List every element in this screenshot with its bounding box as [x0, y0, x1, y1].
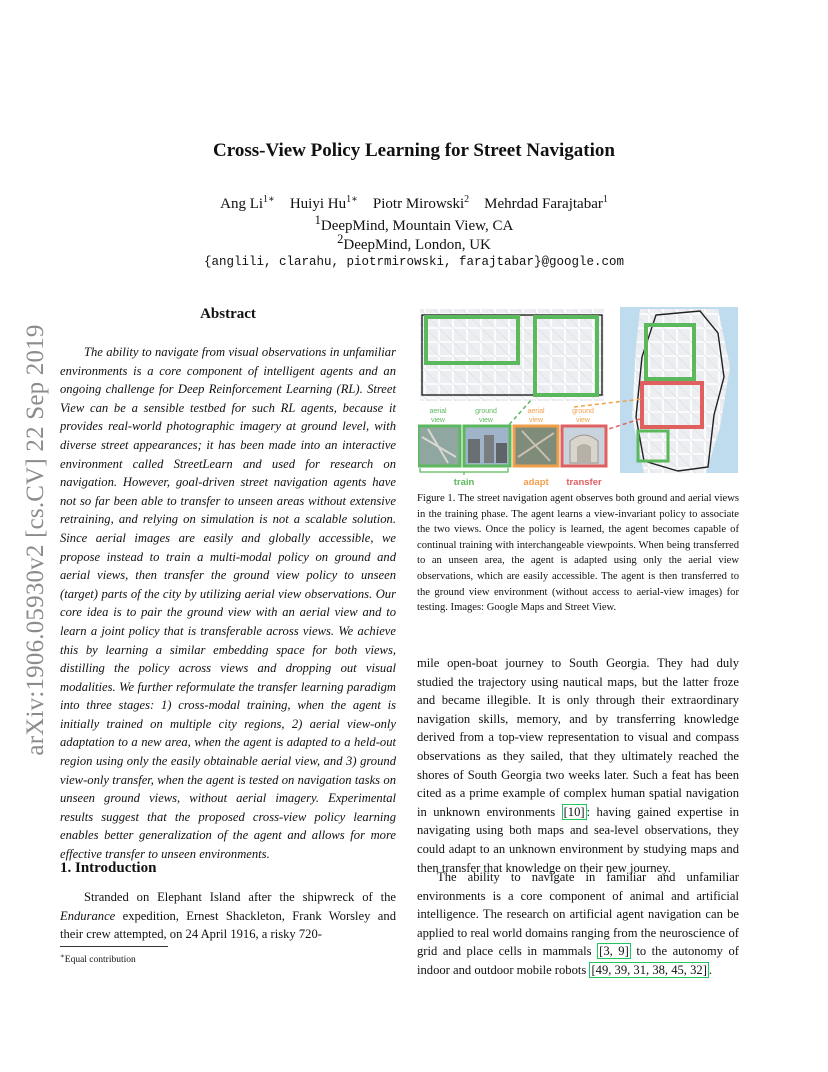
ground-view-label: view — [478, 417, 494, 424]
author-mark: 2 — [464, 194, 470, 205]
text-run: mile open-boat journey to South Georgia. They had duly studied the trajectory using nautical maps, but the latter froze and became illegible. It is only through their extraordinary navigation skills, memory, and by transferring knowledge derived from a top-view representation to visual and compass observations as they sailed, that they ultimately reached the shores of South Georgia two weeks later. Such a feat has been cited as a prime example of complex human spatial navigation in unknown environments — [417, 656, 739, 819]
affiliation-text: DeepMind, Mountain View, CA — [320, 218, 514, 234]
author-name: Mehrdad Farajtabar — [484, 196, 603, 212]
text-run: : having gained expertise in navigating using both maps and sea-level observations, they could adapt to an unknown environment by studying maps and then transfer that knowledge on their new journey. — [417, 804, 739, 875]
text-run: to the autonomy of indoor and outdoor mobile robots — [417, 944, 739, 977]
affiliation-text: DeepMind, London, UK — [343, 237, 491, 253]
train-bracket — [420, 468, 508, 475]
footnote-text: Equal contribution — [64, 955, 136, 966]
citation-link[interactable]: [49, 39, 31, 38, 45, 32] — [591, 962, 707, 977]
ground-view-label: view — [575, 417, 591, 424]
author-mark: 1∗ — [263, 194, 275, 205]
ground-view-label: ground — [475, 408, 497, 415]
intro-paragraph — [60, 888, 396, 944]
author-name: Huiyi Hu — [289, 196, 347, 212]
citation-link[interactable]: [3, 9] — [599, 944, 629, 959]
author-list — [0, 194, 828, 213]
view-thumbnails — [418, 426, 606, 466]
arxiv-identifier: arXiv:1906.05930v2 [cs.CV] 22 Sep 2019 — [22, 324, 49, 756]
city-map — [620, 307, 738, 473]
author-emails: {anglili, clarahu, piotrmirowski, farajtabar}@google.com — [203, 255, 625, 269]
ground-view-label: ground — [572, 408, 594, 415]
footnote-mark: ∗ — [60, 952, 65, 960]
transfer-label: transfer — [566, 477, 602, 488]
text-run: expedition, Ernest Shackleton, Frank Worsley and their crew attempted, on 24 April 1916, a risky 720- — [60, 908, 396, 942]
footnote — [60, 952, 136, 965]
section-heading: 1. Introduction — [60, 860, 157, 876]
training-map — [420, 309, 604, 401]
author-name: Ang Li — [220, 196, 264, 212]
affiliation — [0, 232, 828, 254]
aerial-view-label: view — [430, 417, 446, 424]
author-mark: 1∗ — [346, 194, 358, 205]
affiliation-mark: 2 — [337, 232, 344, 246]
aerial-view-label: aerial — [429, 408, 447, 415]
adapt-label: adapt — [523, 477, 549, 488]
footnote-divider — [60, 946, 168, 947]
affiliation-mark: 1 — [314, 213, 321, 227]
train-label: train — [453, 477, 475, 488]
paper-title: Cross-View Policy Learning for Street Navigation — [213, 140, 615, 161]
figure-1 — [418, 307, 738, 489]
text-run: . — [708, 962, 713, 977]
abstract-text: The ability to navigate from visual observations in unfamiliar environments is a core component of intelligent agents and an ongoing challenge for Deep Reinforcement Learning (RL). Street View can be a sensible testbed for such RL agents, because it provides real-world photographic imagery at ground level, with diverse street appearances; it has been made into an interactive environment called StreetLearn and used for research on navigation. However, goal-driven street navigation agents have not so far been able to transfer to unseen areas without extensive retraining, and relying on simulation is not a scalable solution. Since aerial images are easily and globally accessible, we propose instead to train a multi-modal policy on ground and aerial views, then transfer the ground view policy to unseen (target) parts of the city by utilizing aerial view observations. Our core idea is to pair the ground view with an aerial view and to learn a joint policy that is transferable across views. We achieve this by learning a similar embedding space for both views, distilling the policy across views and dropping out visual modalities. We further reformulate the transfer learning paradigm into three stages: 1) cross-modal training, when the agent is initially trained on multiple city regions, 2) aerial view-only adaptation to a new area, when the agent is adapted to a held-out region using only the easily obtainable aerial view, and 3) ground view-only transfer, when the agent is tested on navigation tasks on unseen ground views, without aerial imagery. Experimental results suggest that the proposed cross-view policy learning enables better generalization of the agent and allows for more effective transfer to unseen environments. — [60, 345, 396, 862]
author-mark: 1 — [602, 194, 608, 205]
figure-caption: Figure 1. The street navigation agent observes both ground and aerial views in the training phase. The agent learns a view-invariant policy to associate the two views. Once the policy is learned, the agent becomes capable of continual training with interchangeable viewpoints. When being transferred to an unseen area, the agent is adapted using only the aerial view observations, which are easily accessible. The agent is then transferred to the ground view environment (without access to aerial-view images) for testing. Images: Google Maps and Street View. — [417, 493, 739, 614]
abstract-heading: Abstract — [200, 306, 256, 322]
intro-paragraph — [417, 654, 739, 877]
aerial-view-label: view — [528, 417, 544, 424]
text-run: Stranded on Elephant Island after the shipwreck of the — [84, 890, 396, 904]
text-run: The ability to navigate in familiar and unfamiliar environments is a core component of animal and artificial intelligence. The research on artificial agent navigation can be applied to real world domains ranging from the neuroscience of grid and place cells in mammals — [417, 870, 739, 959]
aerial-view-label: aerial — [527, 408, 545, 415]
intro-paragraph — [417, 868, 739, 980]
ship-name: Endurance — [60, 908, 116, 923]
citation-link[interactable]: [10] — [563, 804, 585, 819]
author-name: Piotr Mirowski — [372, 196, 465, 212]
